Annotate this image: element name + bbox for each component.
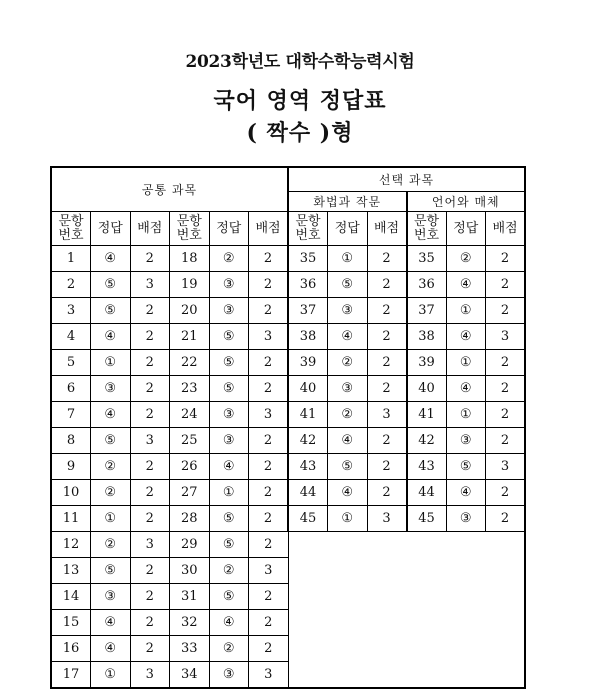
points-value: 2	[130, 558, 170, 584]
answer-value: ④	[209, 610, 249, 636]
points-value: 2	[249, 298, 289, 324]
empty-area	[288, 584, 525, 610]
points-value: 3	[249, 324, 289, 350]
empty-area	[288, 636, 525, 662]
empty-area	[288, 558, 525, 584]
points-value: 2	[249, 610, 289, 636]
table-row	[51, 298, 525, 324]
points-value: 2	[367, 324, 407, 350]
question-number: 36	[288, 272, 328, 298]
points-value: 2	[367, 272, 407, 298]
points-value: 3	[486, 454, 526, 480]
answer-value: ④	[446, 324, 486, 350]
answer-value: ④	[446, 480, 486, 506]
answer-value: ③	[209, 428, 249, 454]
table-row	[51, 506, 525, 532]
answer-value: ①	[91, 662, 131, 689]
points-value: 2	[130, 402, 170, 428]
answer-value: ③	[209, 298, 249, 324]
question-number: 11	[51, 506, 91, 532]
question-number: 7	[51, 402, 91, 428]
answer-value: ④	[91, 610, 131, 636]
points-value: 2	[486, 350, 526, 376]
question-number: 35	[288, 246, 328, 272]
question-number: 45	[407, 506, 447, 532]
points-value: 3	[130, 428, 170, 454]
answer-value: ④	[328, 480, 368, 506]
points-value: 2	[130, 506, 170, 532]
answer-value: ②	[209, 636, 249, 662]
points-value: 2	[249, 350, 289, 376]
table-row	[51, 584, 525, 610]
question-number: 39	[288, 350, 328, 376]
answer-value: ②	[328, 350, 368, 376]
question-number: 32	[170, 610, 210, 636]
question-number: 42	[288, 428, 328, 454]
question-number: 16	[51, 636, 91, 662]
answer-value: ④	[91, 246, 131, 272]
col-header-label: 문항 번호	[58, 213, 84, 243]
question-number: 33	[170, 636, 210, 662]
points-value: 2	[249, 428, 289, 454]
points-value: 2	[249, 246, 289, 272]
col-header-answer	[328, 212, 368, 246]
col-header-points	[367, 212, 407, 246]
question-number: 4	[51, 324, 91, 350]
col-header-answer	[91, 212, 131, 246]
answer-value: ①	[328, 246, 368, 272]
question-number: 6	[51, 376, 91, 402]
answer-value: ⑤	[209, 376, 249, 402]
answer-value: ②	[209, 558, 249, 584]
answer-value: ⑤	[446, 454, 486, 480]
question-number: 5	[51, 350, 91, 376]
answer-value: ④	[91, 636, 131, 662]
question-number: 24	[170, 402, 210, 428]
answer-value: ②	[328, 402, 368, 428]
table-row	[51, 532, 525, 558]
empty-area	[288, 610, 525, 636]
answer-value: ⑤	[209, 506, 249, 532]
points-value: 3	[367, 402, 407, 428]
question-number: 10	[51, 480, 91, 506]
points-value: 3	[130, 662, 170, 689]
points-value: 3	[486, 324, 526, 350]
common-subject-header: 공통 과목	[51, 167, 288, 212]
col-header-number	[407, 212, 447, 246]
table-row	[51, 610, 525, 636]
question-number: 43	[288, 454, 328, 480]
points-value: 3	[249, 558, 289, 584]
answer-value: ①	[91, 350, 131, 376]
question-number: 25	[170, 428, 210, 454]
col-header-label: 정답	[97, 220, 123, 236]
question-number: 44	[407, 480, 447, 506]
answer-value: ①	[446, 350, 486, 376]
answer-value: ②	[91, 532, 131, 558]
question-number: 13	[51, 558, 91, 584]
answer-value: ④	[328, 324, 368, 350]
table-row	[51, 428, 525, 454]
question-number: 31	[170, 584, 210, 610]
answer-value: ⑤	[209, 324, 249, 350]
answer-value: ③	[328, 298, 368, 324]
points-value: 2	[367, 480, 407, 506]
question-number: 45	[288, 506, 328, 532]
points-value: 2	[249, 506, 289, 532]
answer-value: ①	[209, 480, 249, 506]
exam-type-title: ( 짝수 )형	[246, 120, 354, 146]
answer-value: ⑤	[91, 558, 131, 584]
points-value: 3	[130, 272, 170, 298]
answer-value: ⑤	[328, 454, 368, 480]
answer-value: ②	[91, 480, 131, 506]
answer-value: ⑤	[209, 532, 249, 558]
points-value: 2	[486, 428, 526, 454]
points-value: 2	[486, 506, 526, 532]
answer-value: ③	[209, 402, 249, 428]
answer-value: ②	[91, 454, 131, 480]
question-number: 41	[288, 402, 328, 428]
points-value: 3	[367, 506, 407, 532]
question-number: 26	[170, 454, 210, 480]
exam-year-title: 2023학년도 대학수학능력시험	[185, 52, 415, 72]
col-header-points	[130, 212, 170, 246]
question-number: 17	[51, 662, 91, 689]
answer-value: ④	[446, 376, 486, 402]
question-number: 34	[170, 662, 210, 689]
points-value: 3	[130, 532, 170, 558]
empty-area	[288, 662, 525, 689]
table-row	[51, 272, 525, 298]
answer-value: ④	[446, 272, 486, 298]
col-header-answer	[446, 212, 486, 246]
points-value: 2	[367, 428, 407, 454]
question-number: 37	[407, 298, 447, 324]
col-header-points	[249, 212, 289, 246]
points-value: 2	[249, 376, 289, 402]
language-media-header: 언어와 매체	[407, 192, 526, 212]
points-value: 3	[249, 402, 289, 428]
points-value: 2	[249, 532, 289, 558]
question-number: 9	[51, 454, 91, 480]
points-value: 2	[249, 480, 289, 506]
answer-value: ③	[209, 662, 249, 689]
question-number: 42	[407, 428, 447, 454]
points-value: 2	[130, 376, 170, 402]
question-number: 21	[170, 324, 210, 350]
col-header-label: 정답	[453, 220, 479, 236]
question-number: 40	[288, 376, 328, 402]
points-value: 2	[130, 350, 170, 376]
points-value: 3	[249, 662, 289, 689]
answer-value: ⑤	[91, 298, 131, 324]
points-value: 2	[249, 636, 289, 662]
points-value: 2	[367, 298, 407, 324]
points-value: 2	[130, 246, 170, 272]
answer-value: ⑤	[91, 428, 131, 454]
question-number: 27	[170, 480, 210, 506]
points-value: 2	[367, 350, 407, 376]
answer-table	[50, 166, 526, 689]
answer-value: ③	[91, 376, 131, 402]
question-number: 40	[407, 376, 447, 402]
answer-value: ④	[91, 402, 131, 428]
question-number: 22	[170, 350, 210, 376]
elective-subject-header: 선택 과목	[288, 167, 525, 192]
answer-value: ③	[328, 376, 368, 402]
col-header-label: 문항 번호	[176, 213, 202, 243]
points-value: 2	[130, 324, 170, 350]
question-number: 38	[288, 324, 328, 350]
table-row	[51, 350, 525, 376]
answer-value: ①	[91, 506, 131, 532]
table-row	[51, 246, 525, 272]
answer-value: ③	[446, 506, 486, 532]
answer-value: ①	[446, 402, 486, 428]
points-value: 2	[367, 454, 407, 480]
col-header-label: 정답	[334, 220, 360, 236]
question-number: 8	[51, 428, 91, 454]
question-number: 30	[170, 558, 210, 584]
question-number: 43	[407, 454, 447, 480]
col-header-points	[486, 212, 526, 246]
points-value: 2	[486, 298, 526, 324]
answer-value: ④	[328, 428, 368, 454]
question-number: 36	[407, 272, 447, 298]
table-row	[51, 454, 525, 480]
answer-value: ③	[446, 428, 486, 454]
question-number: 39	[407, 350, 447, 376]
question-number: 37	[288, 298, 328, 324]
col-header-label: 배점	[255, 220, 281, 236]
question-number: 19	[170, 272, 210, 298]
col-header-label: 배점	[137, 220, 163, 236]
points-value: 2	[486, 272, 526, 298]
question-number: 29	[170, 532, 210, 558]
question-number: 12	[51, 532, 91, 558]
table-row	[51, 376, 525, 402]
answer-value: ⑤	[328, 272, 368, 298]
answer-value: ②	[446, 246, 486, 272]
question-number: 15	[51, 610, 91, 636]
points-value: 2	[249, 454, 289, 480]
question-number: 35	[407, 246, 447, 272]
points-value: 2	[130, 636, 170, 662]
col-header-label: 배점	[492, 220, 518, 236]
col-header-label: 정답	[216, 220, 242, 236]
question-number: 41	[407, 402, 447, 428]
answer-sheet-title: 국어 영역 정답표	[213, 88, 387, 114]
question-number: 18	[170, 246, 210, 272]
table-row	[51, 662, 525, 689]
col-header-answer	[209, 212, 249, 246]
col-header-number	[170, 212, 210, 246]
points-value: 2	[249, 584, 289, 610]
question-number: 20	[170, 298, 210, 324]
col-header-label: 문항 번호	[413, 213, 440, 243]
points-value: 2	[130, 454, 170, 480]
points-value: 2	[130, 298, 170, 324]
table-row	[51, 402, 525, 428]
table-row	[51, 480, 525, 506]
table-row	[51, 636, 525, 662]
question-number: 3	[51, 298, 91, 324]
col-header-label: 배점	[373, 220, 400, 236]
answer-value: ⑤	[209, 350, 249, 376]
answer-value: ③	[209, 272, 249, 298]
question-number: 1	[51, 246, 91, 272]
points-value: 2	[367, 246, 407, 272]
col-header-number	[51, 212, 91, 246]
question-number: 14	[51, 584, 91, 610]
points-value: 2	[130, 584, 170, 610]
question-number: 28	[170, 506, 210, 532]
table-row	[51, 558, 525, 584]
table-row	[51, 324, 525, 350]
points-value: 2	[486, 402, 526, 428]
points-value: 2	[486, 480, 526, 506]
points-value: 2	[486, 246, 526, 272]
points-value: 2	[130, 610, 170, 636]
question-number: 23	[170, 376, 210, 402]
answer-value: ⑤	[91, 272, 131, 298]
points-value: 2	[367, 376, 407, 402]
answer-value: ①	[446, 298, 486, 324]
points-value: 2	[486, 376, 526, 402]
answer-value: ⑤	[209, 584, 249, 610]
answer-value: ②	[209, 246, 249, 272]
points-value: 2	[130, 480, 170, 506]
question-number: 44	[288, 480, 328, 506]
question-number: 38	[407, 324, 447, 350]
col-header-label: 문항 번호	[295, 213, 321, 243]
points-value: 2	[249, 272, 289, 298]
speech-writing-header: 화법과 작문	[288, 192, 407, 212]
answer-value: ③	[91, 584, 131, 610]
answer-value: ④	[91, 324, 131, 350]
question-number: 2	[51, 272, 91, 298]
col-header-number	[288, 212, 328, 246]
answer-value: ①	[328, 506, 368, 532]
answer-value: ④	[209, 454, 249, 480]
empty-area	[288, 532, 525, 558]
